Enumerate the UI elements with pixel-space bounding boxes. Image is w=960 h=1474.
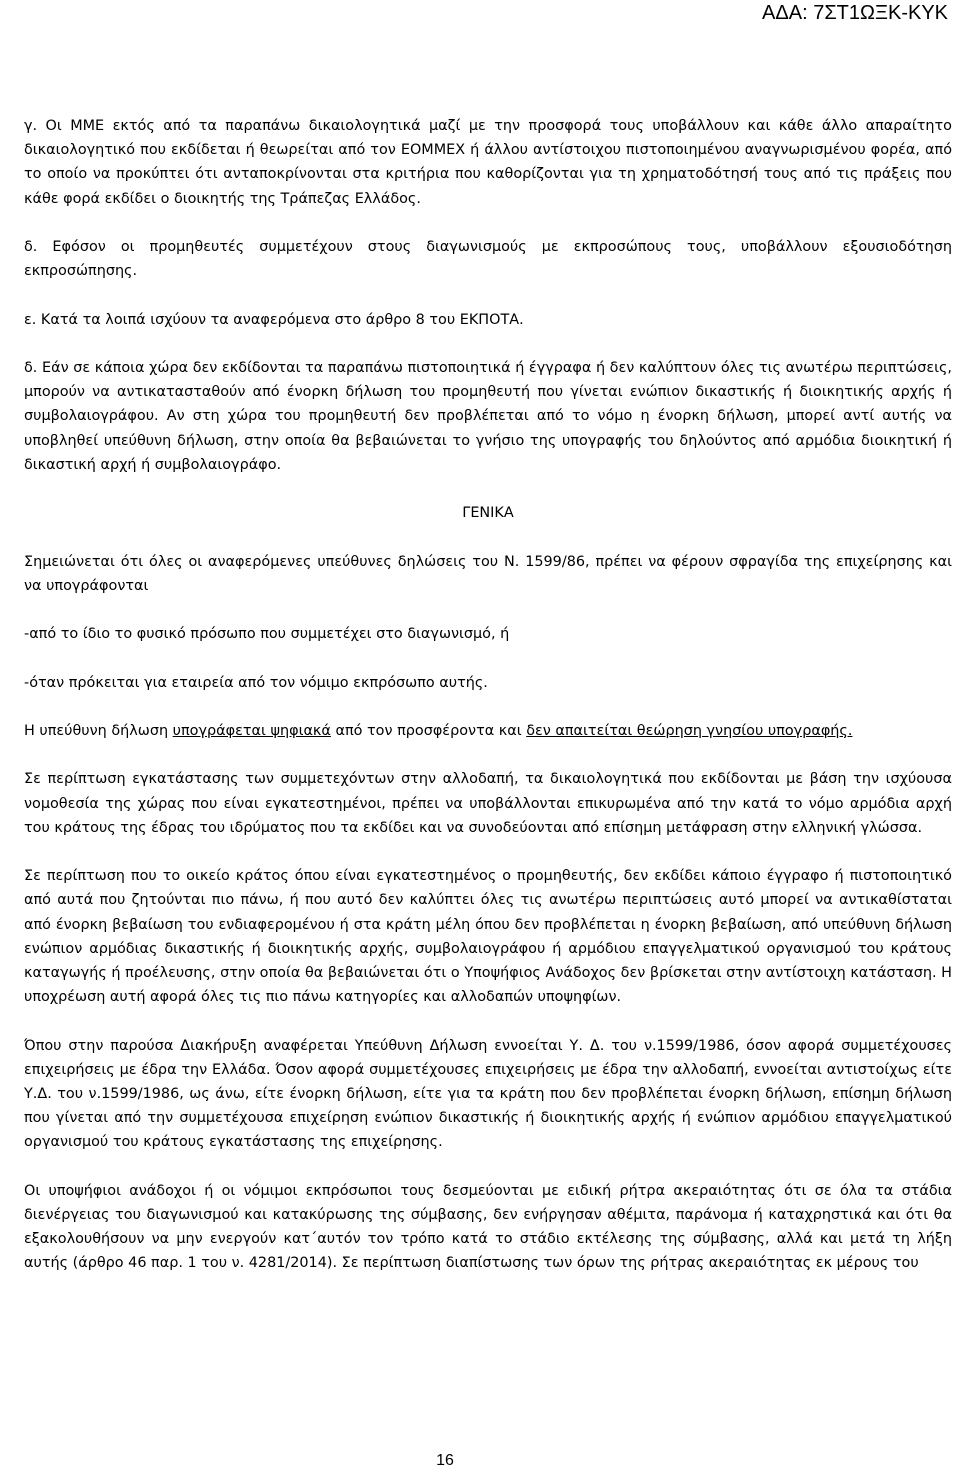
document-id: ΑΔΑ: 7ΣΤ1ΩΞΚ-ΚΥΚ xyxy=(762,2,948,24)
paragraph-gamma: γ. Οι ΜΜΕ εκτός από τα παραπάνω δικαιολογητικά μαζί με την προσφορά τους υποβάλλουν και κάθε άλλο απαραίτητο δικαιολογητικό που εκδίδεται ή θεωρείται από τον ΕΟΜΜΕΧ ή άλλου αντίστοιχου πιστοποιημένου αναγνωρισμένου φορέα, από το οποίο να προκύπτει ότι ανταποκρίνονται στα κριτήρια που καθορίζονται για τη χρηματοδότησή τους από τις πράξεις που κάθε φορά εκδίδει ο διοικητής της Τράπεζας Ελλάδος. xyxy=(24,118,952,207)
paragraph-epsilon: ε. Κατά τα λοιπά ισχύουν τα αναφερόμενα στο άρθρο 8 του ΕΚΠΟΤΑ. xyxy=(24,311,524,328)
paragraph-home-state: Σε περίπτωση που το οικείο κράτος όπου είναι εγκατεστημένος ο προμηθευτής, δεν εκδίδει κάποιο έγγραφο ή πιστοποιητικό από αυτά που ζητούνται πιο πάνω, ή που αυτό δεν καλύπτει όλες τις ανωτέρω περιπτώσεις αυτό μπορεί να αντικαθίσταται από ένορκη βεβαίωση του ενδιαφερομένου ή στα κράτη μέλη όπου δεν προβλέπεται η ένορκη βεβαίωση, από υπεύθυνη δήλωση ενώπιον αρμόδιας δικαστικής ή διοικητικής αρχής, συμβολαιογράφου ή αρμόδιου επαγγελματικού οργανισμού του κράτους καταγωγής ή προέλευσης, στην οποία θα βεβαιώνεται ότι ο Υποψήφιος Ανάδοχος δεν βρίσκεται στην αντίστοιχη κατάσταση. Η υποχρέωση αυτή αφορά όλες τις πιο πάνω κατηγορίες και αλλοδαπών υποψηφίων. xyxy=(24,868,952,1006)
paragraph-foreign-establishment: Σε περίπτωση εγκατάστασης των συμμετεχόντων στην αλλοδαπή, τα δικαιολογητικά που εκδίδονται με βάση την ισχύουσα νομοθεσία της χώρας που είναι εγκατεστημένοι, πρέπει να υποβάλλονται επικυρωμένα από την κατά το νόμο αρμόδια αρχή του κράτους της έδρας του ιδρύματος που τα εκδίδει και να συνοδεύονται από επίσημη μετάφραση στην ελληνική γλώσσα. xyxy=(24,771,952,836)
paragraph-digital-signature xyxy=(24,719,952,743)
page-number: 16 xyxy=(436,1452,454,1469)
signature-underlined-digital: υπογράφεται ψηφιακά xyxy=(172,722,331,739)
paragraph-delta-sworn-statement: δ. Εάν σε κάποια χώρα δεν εκδίδονται τα παραπάνω πιστοποιητικά ή έγγραφα ή δεν καλύπτουν όλες τις ανωτέρω περιπτώσεις, μπορούν να αντικατασταθούν από ένορκη δήλωση του προμηθευτή που γίνεται ενώπιον δικαστικής ή διοικητικής αρχής ή συμβολαιογράφου. Αν στη χώρα του προμηθευτή δεν προβλέπεται από το νόμο η ένορκη δήλωση, μπορεί αντί αυτής να υποβληθεί υπεύθυνη δήλωση, στην οποία θα βεβαιώνεται το γνήσιο της υπογραφής του δηλούντος από αρμόδια διοικητική ή δικαστική αρχή ή συμβολαιογράφο. xyxy=(24,359,952,473)
paragraph-integrity-clause: Οι υποψήφιοι ανάδοχοι ή οι νόμιμοι εκπρόσωποι τους δεσμεύονται με ειδική ρήτρα ακεραιότητας ότι σε όλα τα στάδια διενέργειας του διαγωνισμού και κατακύρωσης της σύμβασης, δεν ενήργησαν αθέμιτα, παράνομα ή καταχρηστικά και ότι θα εξακολουθήσουν να μην ενεργούν κατ΄αυτόν τον τρόπο κατά το στάδιο εκτέλεσης της σύμβασης, αλλά και μετά τη λήξη αυτής (άρθρο 46 παρ. 1 του ν. 4281/2014). Σε περίπτωση διαπίστωσης των όρων της ρήτρας ακεραιότητας εκ μέρους του xyxy=(24,1182,952,1272)
signature-text-part1: Η υπεύθυνη δήλωση xyxy=(24,722,173,739)
section-heading-general: ΓΕΝΙΚΑ xyxy=(462,505,514,522)
signature-underlined-no-verification: δεν απαιτείται θεώρηση γνησίου υπογραφής. xyxy=(526,722,853,739)
signature-text-part2: από τον προσφέροντα και xyxy=(330,722,527,739)
paragraph-declarations-note: Σημειώνεται ότι όλες οι αναφερόμενες υπεύθυνες δηλώσεις του Ν. 1599/86, πρέπει να φέρουν σφραγίδα της επιχείρησης και να υπογράφονται xyxy=(24,553,952,594)
document-body xyxy=(24,114,952,1300)
paragraph-natural-person: -από το ίδιο το φυσικό πρόσωπο που συμμετέχει στο διαγωνισμό, ή xyxy=(24,626,510,643)
paragraph-responsible-declaration: Όπου στην παρούσα Διακήρυξη αναφέρεται Υπεύθυνη Δήλωση εννοείται Υ. Δ. του ν.1599/1986, όσον αφορά συμμετέχουσες επιχειρήσεις με έδρα την Ελλάδα. Όσον αφορά συμμετέχουσες επιχειρήσεις με έδρα την αλλοδαπή, εννοείται αντιστοίχως είτε Υ.Δ. του ν.1599/1986, ως άνω, είτε ένορκη δήλωση, είτε για τα κράτη που δεν προβλέπεται ένορκη δήλωση, επίσημη δήλωση που γίνεται από την συμμετέχουσα επιχείρηση ενώπιον δικαστικής ή διοικητικής αρχής ή ενώπιον αρμόδιου επαγγελματικού οργανισμού του κράτους εγκατάστασης της επιχείρησης. xyxy=(24,1037,952,1151)
paragraph-delta-representatives: δ. Εφόσον οι προμηθευτές συμμετέχουν στους διαγωνισμούς με εκπροσώπους τους, υποβάλλουν εξουσιοδότηση εκπροσώπησης. xyxy=(24,239,952,280)
paragraph-company-representative: -όταν πρόκειται για εταιρεία από τον νόμιμο εκπρόσωπο αυτής. xyxy=(24,674,488,691)
